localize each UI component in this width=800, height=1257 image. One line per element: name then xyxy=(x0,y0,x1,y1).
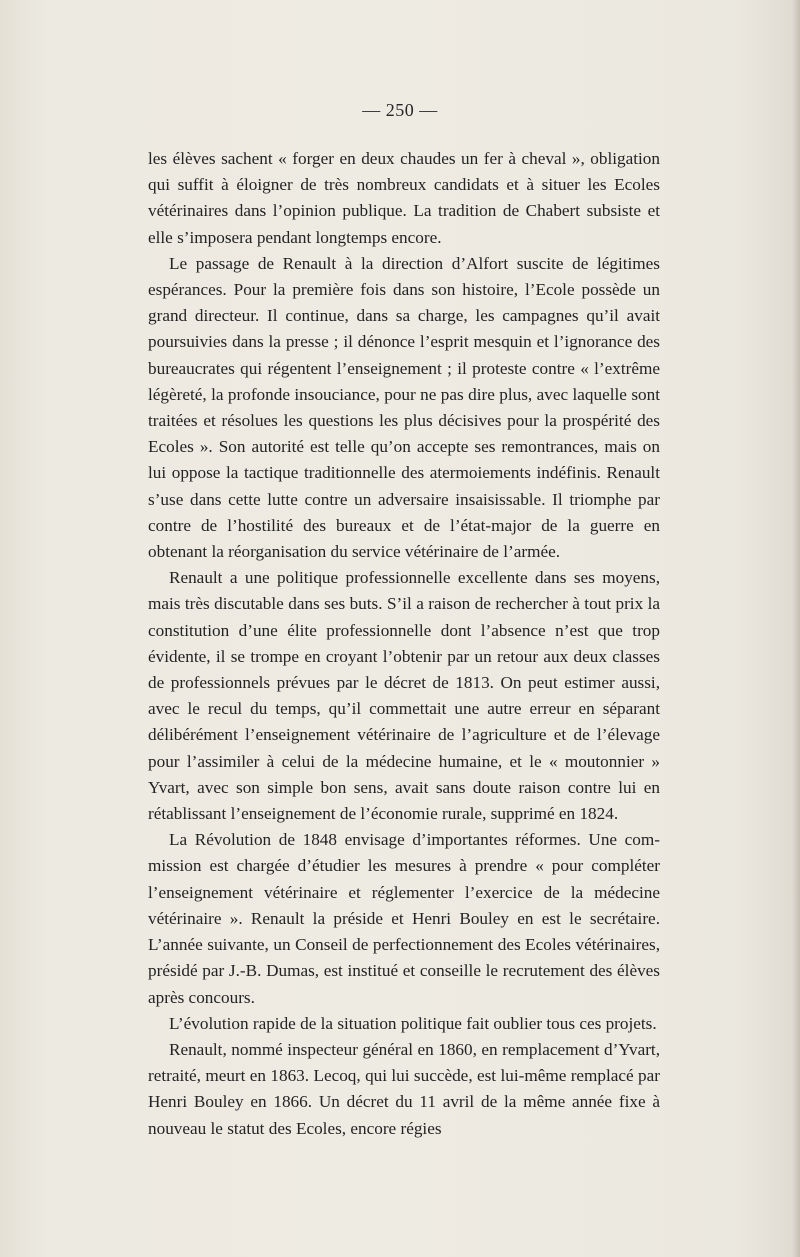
page-number: — 250 — xyxy=(362,100,438,120)
paragraph: les élèves sachent « forger en deux chaudes un fer à cheval », obligation qui suffit à éloigner de très nombreux candidats et à situer les Ecoles vétérinaires dans l’opinion publique. La tradition de Chabert subsiste et elle s’imposera pendant longtemps encore. xyxy=(148,149,660,247)
paragraph: Renault, nommé inspecteur général en 1860, en remplacement d’Yvart, retraité, meurt en 1863. Lecoq, qui lui succède, est lui-même remplacé par Henri Bouley en 1866. Un décret du 11 avril de la même année fixe à nouveau le statut des Ecoles, encore régies xyxy=(148,1039,660,1138)
paragraph: La Révolution de 1848 envisage d’importantes réformes. Une commission est chargée d’étudier les mesures à prendre « pour compléter l’enseignement vétérinaire et réglementer l’exercice de la médecine vétérinaire ». Renault la préside et Henri Bouley en est le secrétaire. L’année suivante, un Conseil de perfectionnement des Ecoles vétérinaires, présidé par J.-B. Dumas, est institué et conseille le recrutement des élèves après concours. xyxy=(148,830,660,1007)
paragraph: Renault a une politique professionnelle excellente dans ses moyens, mais très discutable dans ses buts. S’il a raison de rechercher à tout prix la constitution d’une élite professionnelle dont l’absence n’est que trop évidente, il se trompe en croyant l’obtenir par un retour aux deux classes de professionnels prévues par le décret de 1813. On peut estimer aussi, avec le recul du temps, qu’il commettait une autre erreur en séparant délibérément l’enseignement vétérinaire de l’agriculture et de l’élevage pour l’assimiler à celui de la médecine humaine, et le « moutonnier » Yvart, avec son simple bon sens, avait sans doute raison contre lui en rétablissant l’enseignement de l’économie rurale, supprimé en 1824. xyxy=(148,568,660,824)
body-text xyxy=(148,146,660,1142)
paragraph: L’évolution rapide de la situation politique fait oublier tous ces projets. xyxy=(169,1013,657,1033)
page-edge-shadow xyxy=(792,0,800,1257)
paragraph: Le passage de Renault à la direction d’Alfort suscite de légitimes espérances. Pour la première fois dans son histoire, l’Ecole possède un grand directeur. Il continue, dans sa charge, les campagnes qu’il avait poursuivies dans la presse ; il dénonce l’esprit mesquin et l’ignorance des bureaucrates qui régentent l’enseignement ; il proteste contre « l’extrême légèreté, la profonde insouciance, pour ne pas dire plus, avec laquelle sont traitées et résolues les questions les plus décisives pour la prospérité des Ecoles ». Son autorité est telle qu’on accepte ses remontrances, mais on lui oppose la tactique traditionnelle des atermoiements indéfinis. Renault s’use dans cette lutte contre un adversaire insaisissable. Il triomphe par contre de l’hostilité des bureaux et de l’état-major de la guerre en obtenant la réorganisation du service vétérinaire de l’armée. xyxy=(148,253,660,562)
